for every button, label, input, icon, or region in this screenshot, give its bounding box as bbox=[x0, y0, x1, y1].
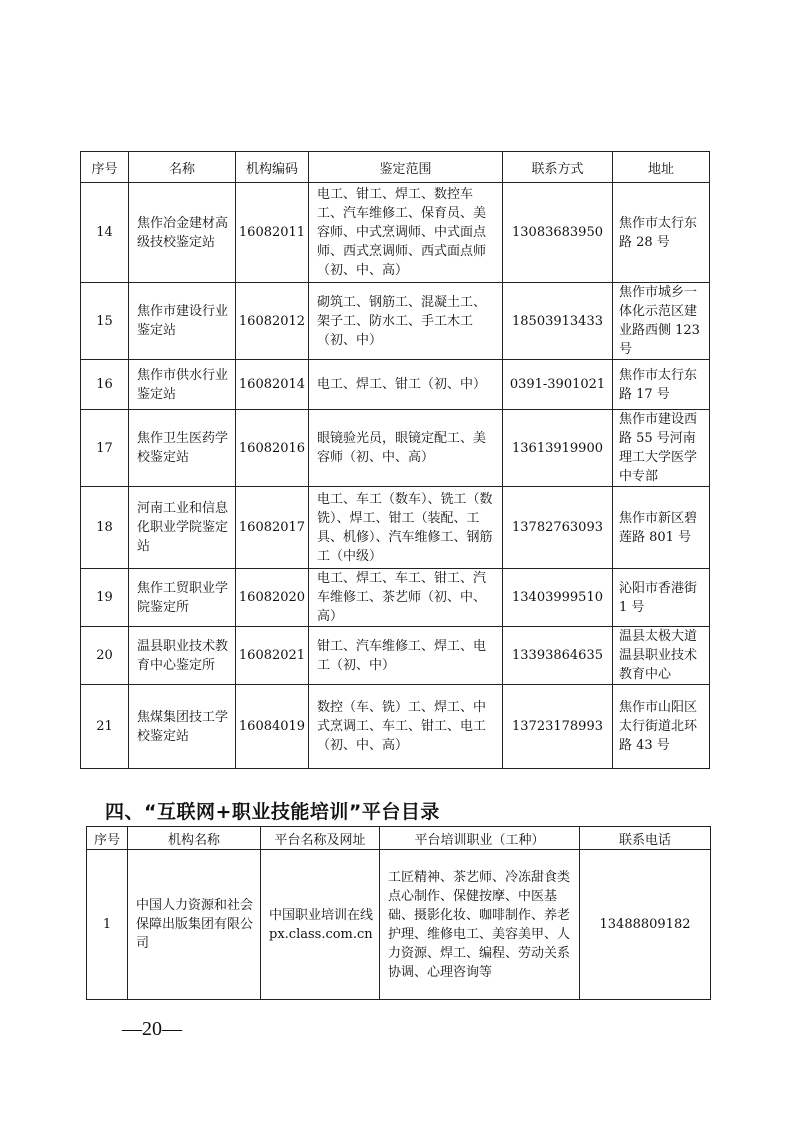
header-phone: 联系电话 bbox=[580, 827, 711, 850]
row-org-name: 中国人力资源和社会保障出版集团有限公司 bbox=[128, 850, 261, 1000]
row-name: 焦作工贸职业学院鉴定所 bbox=[129, 569, 236, 627]
row-address: 焦作市太行东路 17 号 bbox=[613, 360, 710, 410]
row-scope: 电工、焊工、钳工（初、中） bbox=[309, 360, 503, 410]
row-name: 焦作冶金建材高级技校鉴定站 bbox=[129, 183, 236, 283]
row-contact: 13083683950 bbox=[503, 183, 613, 283]
row-scope: 数控（车、铣）工、焊工、中式烹调工、车工、钳工、电工（初、中、高） bbox=[309, 685, 503, 769]
row-no: 1 bbox=[87, 850, 128, 1000]
row-jobs: 工匠精神、茶艺师、冷冻甜食类点心制作、保健按摩、中医基础、摄影化妆、咖啡制作、养老护理、维修电工、美容美甲、人力资源、焊工、编程、劳动关系协调、心理咨询等 bbox=[380, 850, 580, 1000]
row-address: 沁阳市香港街 1 号 bbox=[613, 569, 710, 627]
row-address: 焦作市新区碧莲路 801 号 bbox=[613, 487, 710, 569]
row-no: 17 bbox=[81, 410, 129, 487]
row-address: 焦作市山阳区太行街道北环路 43 号 bbox=[613, 685, 710, 769]
row-name: 温县职业技术教育中心鉴定所 bbox=[129, 627, 236, 685]
header-code: 机构编码 bbox=[236, 152, 309, 183]
row-no: 14 bbox=[81, 183, 129, 283]
header-name: 名称 bbox=[129, 152, 236, 183]
row-code: 16082016 bbox=[236, 410, 309, 487]
row-scope: 电工、钳工、焊工、数控车工、汽车维修工、保育员、美容师、中式烹调师、中式面点师、西式烹调师、西式面点师（初、中、高） bbox=[309, 183, 503, 283]
header-platform: 平台名称及网址 bbox=[261, 827, 380, 850]
row-name: 焦煤集团技工学校鉴定站 bbox=[129, 685, 236, 769]
row-code: 16082014 bbox=[236, 360, 309, 410]
table-header-row bbox=[81, 152, 710, 183]
table-header-row bbox=[87, 827, 711, 850]
row-no: 21 bbox=[81, 685, 129, 769]
row-contact: 13782763093 bbox=[503, 487, 613, 569]
row-scope: 电工、车工（数车）、铣工（数铣）、焊工、钳工（装配、工具、机修）、汽车维修工、钢筋工（中级） bbox=[309, 487, 503, 569]
row-code: 16082012 bbox=[236, 283, 309, 360]
row-name: 焦作卫生医药学校鉴定站 bbox=[129, 410, 236, 487]
header-no: 序号 bbox=[81, 152, 129, 183]
row-contact: 18503913433 bbox=[503, 283, 613, 360]
header-no: 序号 bbox=[87, 827, 128, 850]
row-scope: 眼镜验光员，眼镜定配工、美容师（初、中、高） bbox=[309, 410, 503, 487]
row-scope: 砌筑工、钢筋工、混凝土工、架子工、防水工、手工木工（初、中） bbox=[309, 283, 503, 360]
row-address: 温县太极大道温县职业技术教育中心 bbox=[613, 627, 710, 685]
table-row bbox=[81, 487, 710, 569]
row-contact: 13613919900 bbox=[503, 410, 613, 487]
row-name: 焦作市建设行业鉴定站 bbox=[129, 283, 236, 360]
row-contact: 13723178993 bbox=[503, 685, 613, 769]
table-row bbox=[81, 685, 710, 769]
row-scope: 钳工、汽车维修工、焊工、电工（初、中） bbox=[309, 627, 503, 685]
row-code: 16082020 bbox=[236, 569, 309, 627]
header-contact: 联系方式 bbox=[503, 152, 613, 183]
row-code: 16082011 bbox=[236, 183, 309, 283]
table-row bbox=[81, 627, 710, 685]
row-name: 河南工业和信息化职业学院鉴定站 bbox=[129, 487, 236, 569]
row-address: 焦作市太行东路 28 号 bbox=[613, 183, 710, 283]
table-row bbox=[81, 183, 710, 283]
row-name: 焦作市供水行业鉴定站 bbox=[129, 360, 236, 410]
row-code: 16084019 bbox=[236, 685, 309, 769]
platform-directory-table bbox=[86, 826, 711, 1000]
appraisal-stations-table bbox=[80, 151, 710, 769]
row-no: 20 bbox=[81, 627, 129, 685]
page-number: —20— bbox=[122, 1018, 182, 1040]
row-contact: 13393864635 bbox=[503, 627, 613, 685]
row-platform: 中国职业培训在线 px.class.com.cn bbox=[261, 850, 380, 1000]
table-row bbox=[81, 283, 710, 360]
row-address: 焦作市城乡一体化示范区建业路西侧 123 号 bbox=[613, 283, 710, 360]
header-org-name: 机构名称 bbox=[128, 827, 261, 850]
row-no: 18 bbox=[81, 487, 129, 569]
row-code: 16082017 bbox=[236, 487, 309, 569]
row-phone: 13488809182 bbox=[580, 850, 711, 1000]
row-contact: 13403999510 bbox=[503, 569, 613, 627]
table-row bbox=[81, 360, 710, 410]
row-contact: 0391-3901021 bbox=[503, 360, 613, 410]
header-address: 地址 bbox=[613, 152, 710, 183]
table-row bbox=[87, 850, 711, 1000]
row-scope: 电工、焊工、车工、钳工、汽车维修工、茶艺师（初、中、高） bbox=[309, 569, 503, 627]
row-no: 19 bbox=[81, 569, 129, 627]
header-scope: 鉴定范围 bbox=[309, 152, 503, 183]
row-no: 15 bbox=[81, 283, 129, 360]
table-row bbox=[81, 569, 710, 627]
row-no: 16 bbox=[81, 360, 129, 410]
table-row bbox=[81, 410, 710, 487]
section-title: 四、“互联网+职业技能培训”平台目录 bbox=[105, 801, 440, 823]
row-address: 焦作市建设西路 55 号河南理工大学医学中专部 bbox=[613, 410, 710, 487]
row-code: 16082021 bbox=[236, 627, 309, 685]
header-jobs: 平台培训职业（工种） bbox=[380, 827, 580, 850]
